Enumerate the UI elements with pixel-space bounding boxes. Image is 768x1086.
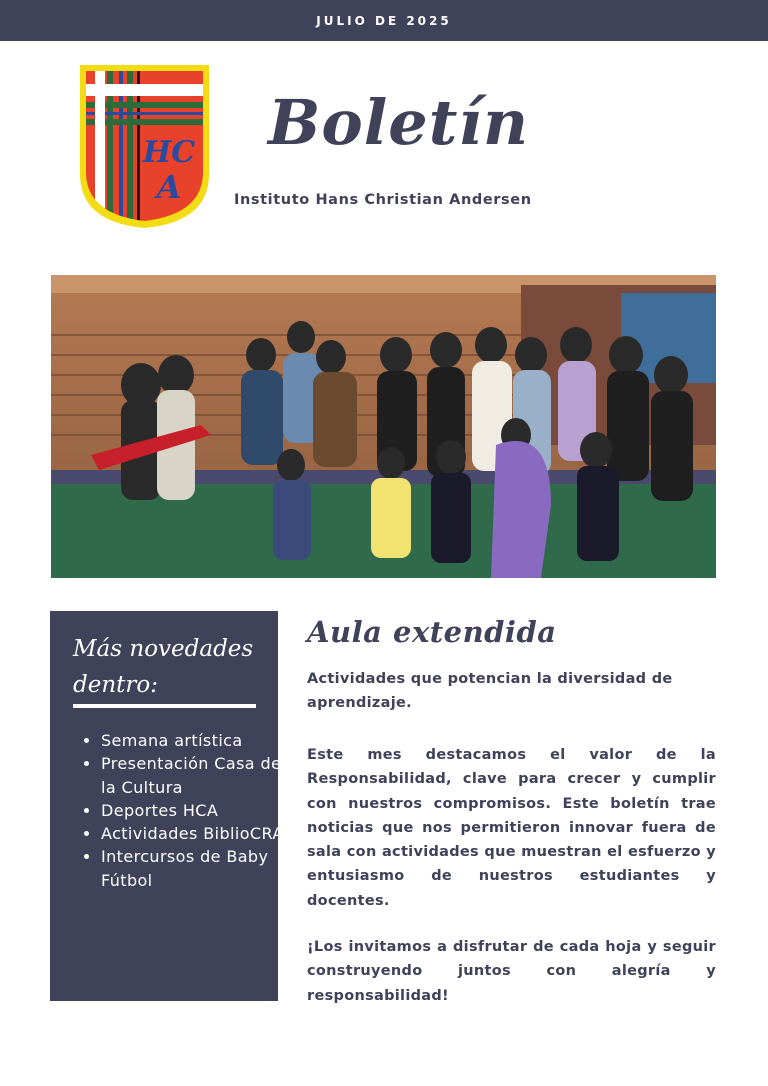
article-paragraph: Este mes destacamos el valor de la Responsabilidad, clave para crecer y cumplir con nuestros compromisos. Este boletín trae noticias que nos permitieron innovar fuera de sala con actividades que muestran el esfuerzo y entusiasmo de nuestros estudiantes y docentes. — [307, 747, 716, 909]
date-banner — [0, 0, 768, 41]
sidebar-highlights — [50, 611, 284, 1001]
article-closing: ¡Los invitamos a disfrutar de cada hoja y seguir construyendo juntos con alegría y responsabilidad! — [307, 939, 716, 1004]
article-title: Aula extendida — [307, 615, 557, 649]
school-name: Instituto Hans Christian Andersen — [234, 192, 532, 208]
sidebar-divider — [73, 704, 256, 708]
sidebar-title: Más novedades dentro: — [73, 636, 254, 698]
list-item: • Deportes HCA — [101, 799, 291, 822]
list-item: • Semana artística — [101, 729, 291, 752]
list-item: • Presentación Casa de la Cultura — [101, 752, 291, 799]
article-lead: Actividades que potencian la diversidad de aprendizaje. — [307, 671, 673, 712]
svg-text:A: A — [156, 168, 182, 206]
list-item: • Intercursos de Baby Fútbol — [101, 845, 291, 892]
issue-date: JULIO DE 2025 — [316, 13, 452, 28]
list-item: • Actividades BiblioCRA — [101, 822, 291, 845]
group-photo — [51, 275, 716, 578]
newsletter-title: Boletín — [268, 86, 530, 159]
svg-text:HC: HC — [142, 135, 196, 170]
highlights-list — [77, 729, 291, 892]
school-crest-logo — [77, 62, 212, 230]
